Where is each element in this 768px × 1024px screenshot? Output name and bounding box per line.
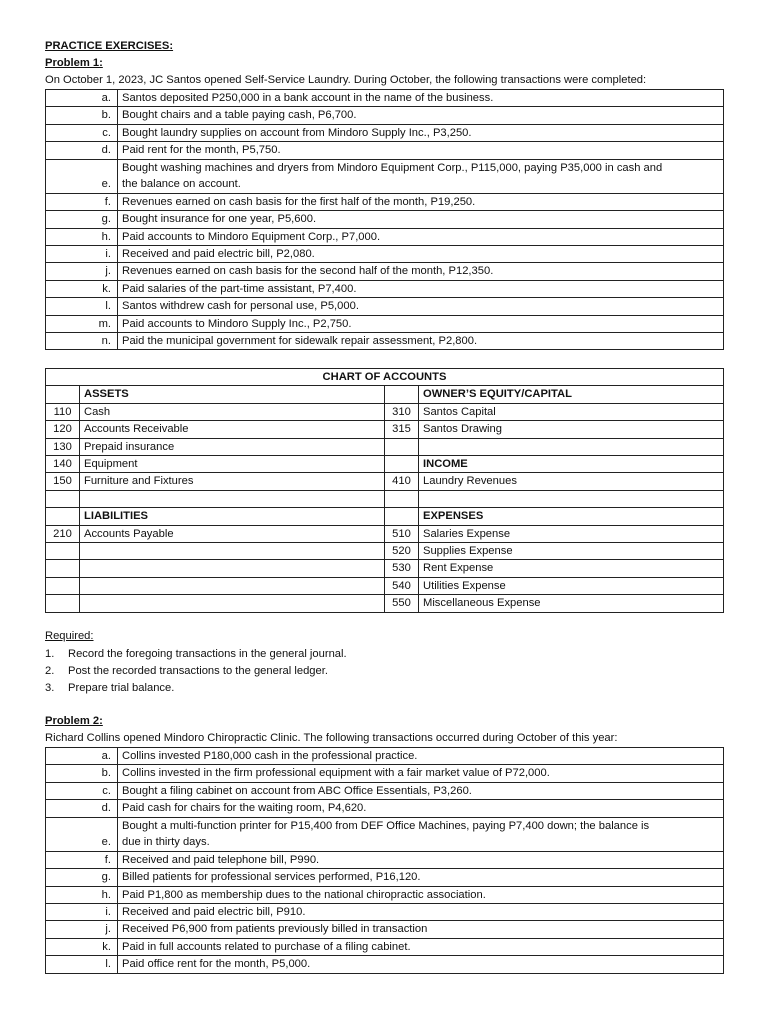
table-row: i. Received and paid electric bill, P910. [46,904,724,921]
table-row: m. Paid accounts to Mindoro Supply Inc., P2,750. [46,315,724,332]
chart-title: CHART OF ACCOUNTS [46,369,724,386]
required-item-3: 3. Prepare trial balance. [45,682,175,694]
table-row: b. Bought chairs and a table paying cash, P6,700. [46,107,724,124]
equity-header: OWNER’S EQUITY/CAPITAL [419,386,724,403]
table-row [46,369,724,386]
required-item-1: 1. Record the foregoing transactions in the general journal. [45,648,347,660]
table-row: h. Paid accounts to Mindoro Equipment Corp., P7,000. [46,228,724,245]
table-row: 550 Miscellaneous Expense [46,595,724,612]
problem1-title: Problem 1: [45,57,103,69]
chart-of-accounts-table [45,368,724,613]
table-row: 520 Supplies Expense [46,543,724,560]
table-row: k. Paid salaries of the part-time assistant, P7,400. [46,280,724,297]
required-item-2: 2. Post the recorded transactions to the general ledger. [45,665,328,677]
table-row: a. Santos deposited P250,000 in a bank account in the name of the business. [46,90,724,107]
income-header: INCOME [419,456,724,473]
table-row: d. Paid rent for the month, P5,750. [46,142,724,159]
table-row: g. Billed patients for professional services performed, P16,120. [46,869,724,886]
table-row: 530 Rent Expense [46,560,724,577]
table-row [46,508,724,525]
table-row: f. Revenues earned on cash basis for the first half of the month, P19,250. [46,193,724,210]
table-row: l. Santos withdrew cash for personal use, P5,000. [46,298,724,315]
table-row [46,490,724,507]
problem2-transactions-table [45,747,724,974]
table-row: n. Paid the municipal government for sidewalk repair assessment, P2,800. [46,333,724,350]
table-row: e. Bought washing machines and dryers from Mindoro Equipment Corp., P115,000, paying P35,000 in cash and the balance on account. [46,159,724,193]
table-row: 150 Furniture and Fixtures 410 Laundry Revenues [46,473,724,490]
table-row: i. Received and paid electric bill, P2,080. [46,246,724,263]
table-row: g. Bought insurance for one year, P5,600. [46,211,724,228]
problem2-intro: Richard Collins opened Mindoro Chiropractic Clinic. The following transactions occurred during October of this year: [45,732,618,744]
table-row: 210 Accounts Payable 510 Salaries Expense [46,525,724,542]
problem1-intro: On October 1, 2023, JC Santos opened Self-Service Laundry. During October, the following transactions were completed: [45,74,647,86]
table-row: d. Paid cash for chairs for the waiting room, P4,620. [46,800,724,817]
expenses-header: EXPENSES [419,508,724,525]
page-heading: PRACTICE EXERCISES: [45,40,174,52]
table-row: c. Bought laundry supplies on account from Mindoro Supply Inc., P3,250. [46,124,724,141]
required-title: Required: [45,630,94,642]
table-row: 110 Cash 310 Santos Capital [46,403,724,420]
table-row: c. Bought a filing cabinet on account from ABC Office Essentials, P3,260. [46,782,724,799]
table-row: 140 Equipment INCOME [46,456,724,473]
assets-header: ASSETS [80,386,385,403]
table-row: h. Paid P1,800 as membership dues to the national chiropractic association. [46,886,724,903]
table-row: a. Collins invested P180,000 cash in the professional practice. [46,748,724,765]
table-row: 130 Prepaid insurance [46,438,724,455]
table-row: b. Collins invested in the firm professional equipment with a fair market value of P72,000. [46,765,724,782]
table-row [46,386,724,403]
table-row: 120 Accounts Receivable 315 Santos Drawing [46,421,724,438]
problem2-title: Problem 2: [45,715,103,727]
table-row: 540 Utilities Expense [46,577,724,594]
liabilities-header: LIABILITIES [80,508,385,525]
problem1-transactions-table [45,89,724,350]
table-row: e. Bought a multi-function printer for P15,400 from DEF Office Machines, paying P7,400 down; the balance is due in thirty days. [46,817,724,851]
table-row: l. Paid office rent for the month, P5,000. [46,956,724,973]
table-row: f. Received and paid telephone bill, P990. [46,851,724,868]
table-row: j. Received P6,900 from patients previously billed in transaction [46,921,724,938]
table-row: j. Revenues earned on cash basis for the second half of the month, P12,350. [46,263,724,280]
table-row: k. Paid in full accounts related to purchase of a filing cabinet. [46,938,724,955]
